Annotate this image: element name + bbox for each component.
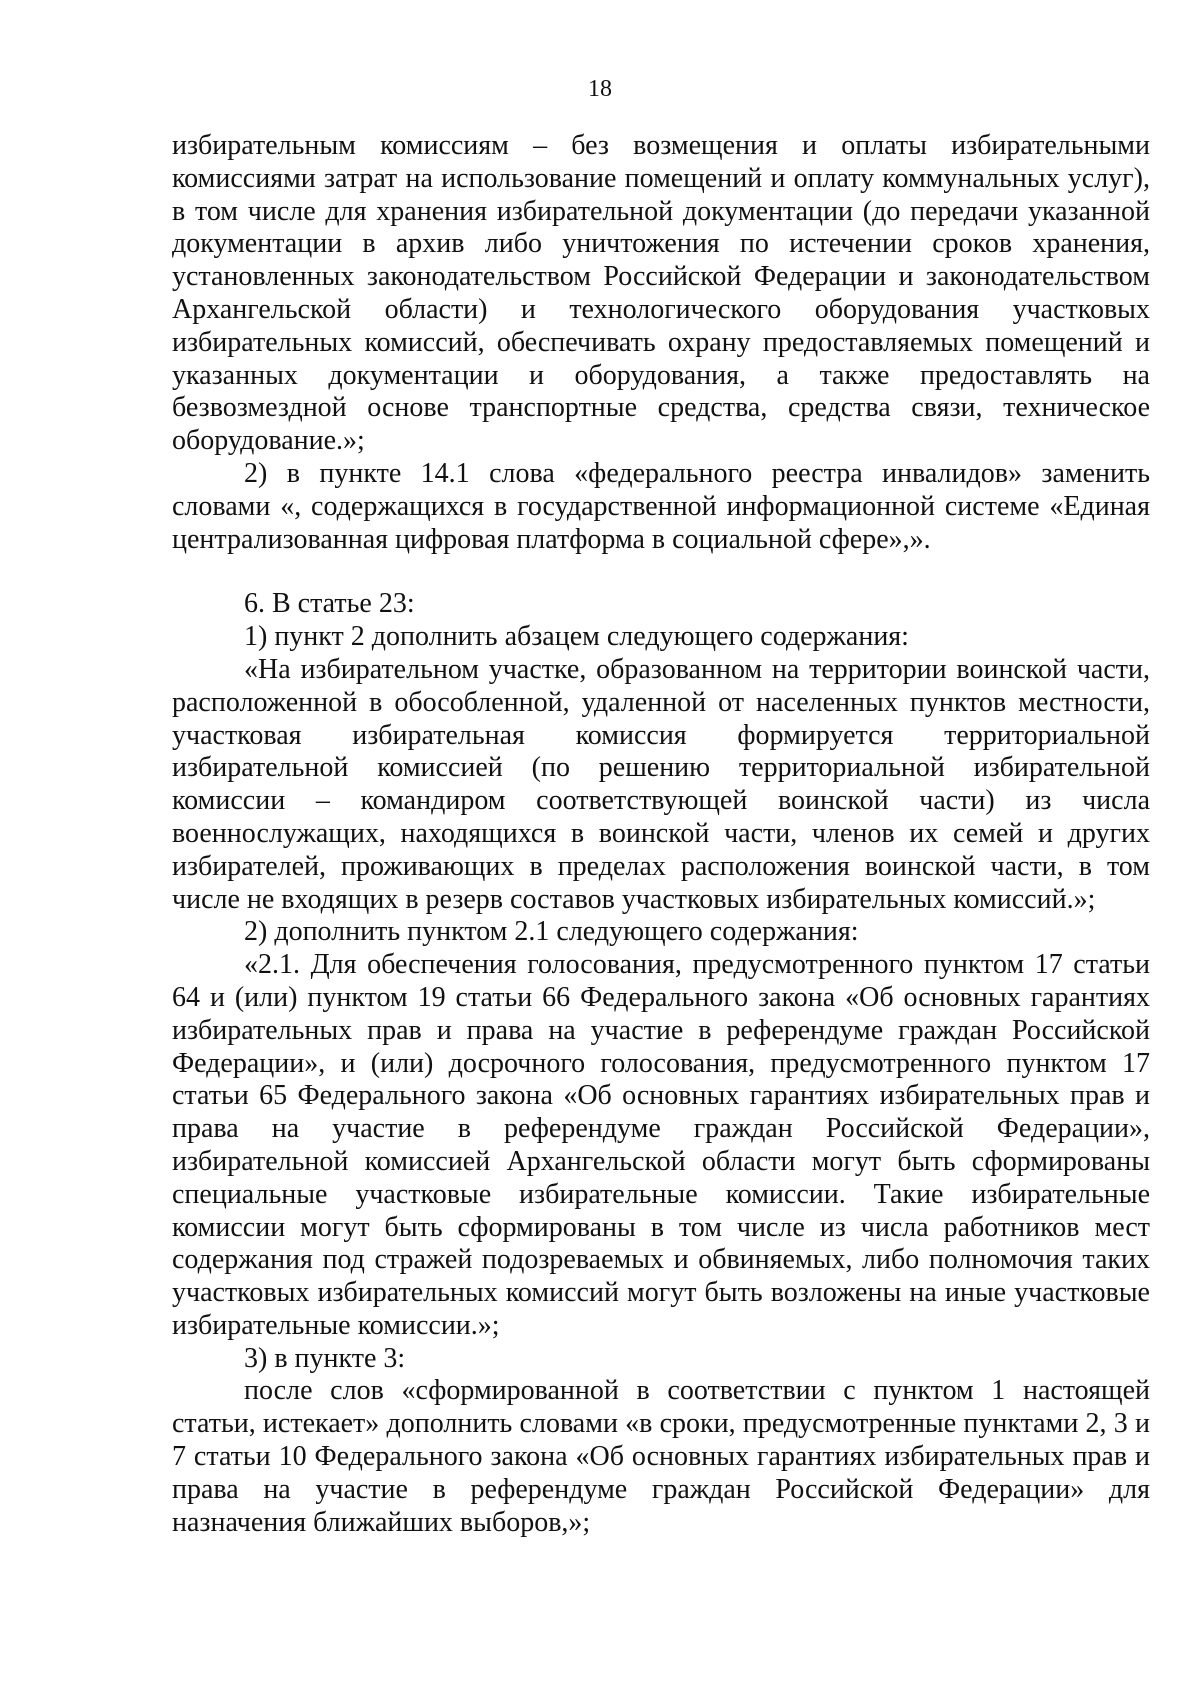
paragraph-item: 2) в пункте 14.1 слова «федерального реестра инвалидов» заменить словами «, содержащихся в государственной информационной системе «Единая централизованная цифровая платформа в социальной сфере»,».: [172, 457, 1150, 555]
paragraph-spacer: [172, 556, 1150, 588]
page-number: 18: [588, 76, 612, 102]
paragraph-quote: «На избирательном участке, образованном на территории воинской части, расположенной в обособленной, удаленной от населенных пунктов местности, участковая избирательная комиссия формируется территориальной избирательной комиссией (по решению территориальной избирательной комиссии – командиром соответствующей воинской части) из числа военнослужащих, находящихся в воинской части, членов их семей и других избирателей, проживающих в пределах расположения воинской части, в том числе не входящих в резерв составов участковых избирательных комиссий.»;: [172, 653, 1150, 915]
paragraph-continuation: избирательным комиссиям – без возмещения и оплаты избирательными комиссиями затрат на использование помещений и оплату коммунальных услуг), в том числе для хранения избирательной документации (до передачи указанной документации в архив либо уничтожения по истечении сроков хранения, установленных законодательством Российской Федерации и законодательством Архангельской области) и технологического оборудования участковых избирательных комиссий, обеспечивать охрану предоставляемых помещений и указанных документации и оборудования, а также предоставлять на безвозмездной основе транспортные средства, средства связи, техническое оборудование.»;: [172, 130, 1150, 457]
section-heading: 6. В статье 23:: [244, 588, 415, 620]
paragraph-item: 2) дополнить пунктом 2.1 следующего содержания:: [244, 916, 859, 948]
paragraph-item: 1) пункт 2 дополнить абзацем следующего содержания:: [244, 621, 909, 653]
document-body: [172, 130, 1150, 1539]
paragraph-quote: «2.1. Для обеспечения голосования, предусмотренного пунктом 17 статьи 64 и (или) пунктом 19 статьи 66 Федерального закона «Об основных гарантиях избирательных прав и права на участие в референдуме граждан Российской Федерации», и (или) досрочного голосования, предусмотренного пунктом 17 статьи 65 Федерального закона «Об основных гарантиях избирательных прав и права на участие в референдуме граждан Российской Федерации», избирательной комиссией Архангельской области могут быть сформированы специальные участковые избирательные комиссии. Такие избирательные комиссии могут быть сформированы в том числе из числа работников мест содержания под стражей подозреваемых и обвиняемых, либо полномочия таких участковых избирательных комиссий могут быть возложены на иные участковые избирательные комиссии.»;: [172, 949, 1150, 1341]
paragraph-text: после слов «сформированной в соответствии с пунктом 1 настоящей статьи, истекает» дополнить словами «в сроки, предусмотренные пунктами 2, 3 и 7 статьи 10 Федерального закона «Об основных гарантиях избирательных прав и права на участие в референдуме граждан Российской Федерации» для назначения ближайших выборов,»;: [172, 1375, 1150, 1538]
paragraph-item: 3) в пункте 3:: [244, 1342, 406, 1374]
